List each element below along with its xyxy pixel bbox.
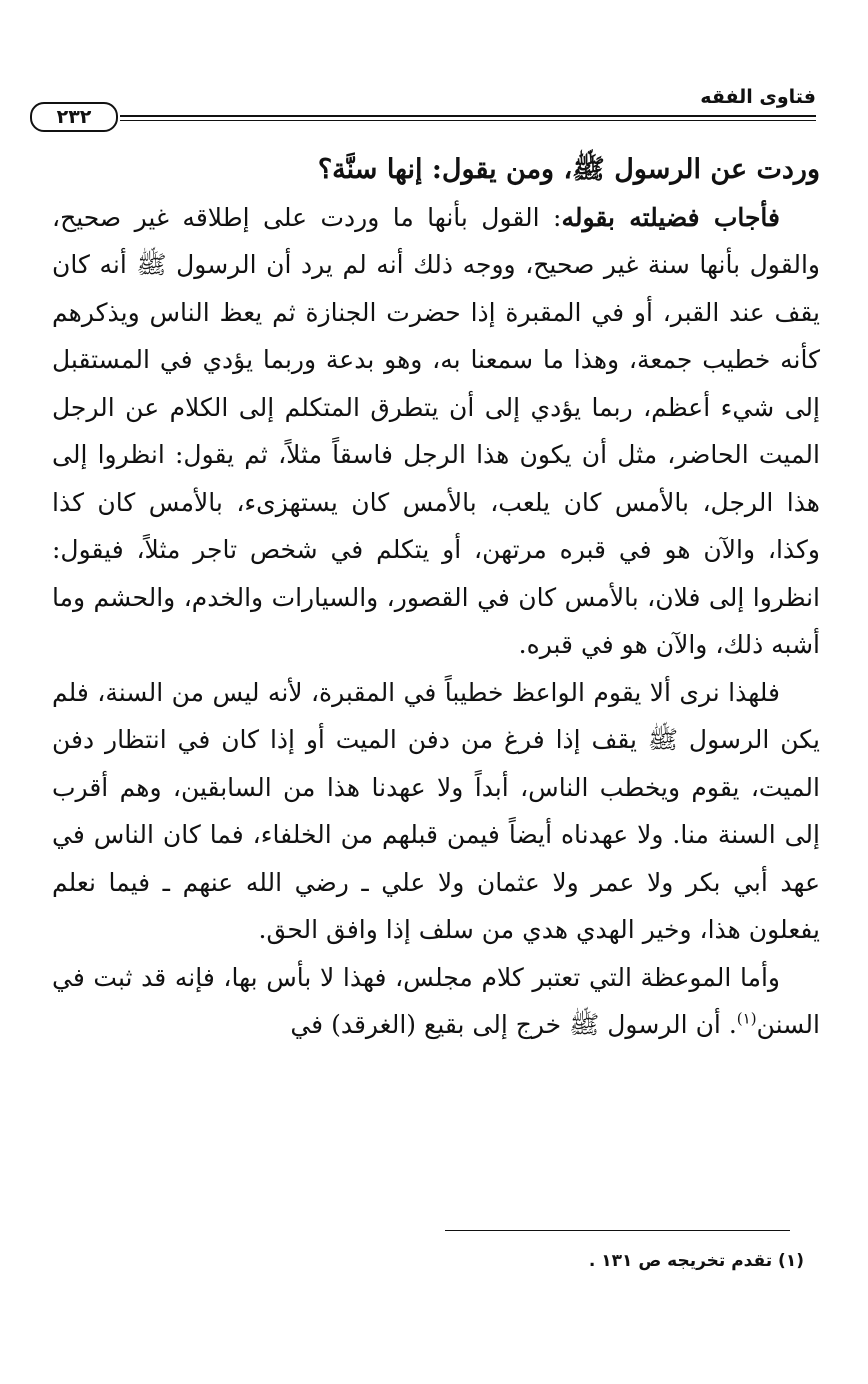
answer-text: : القول بأنها ما وردت على إطلاقه غير صحيح، والقول بأنها سنة غير صحيح، ووجه ذلك أنه لم يرد أن الرسول ﷺ أنه كان يقف عند القبر، أو في المقبرة إذا حضرت الجنازة ثم يعظ الناس ويذكرهم كأنه خطيب جمعة، وهذا ما سمعنا به، وهو بدعة وربما يؤدي في المستقبل إلى شيء أعظم، ربما يؤدي إلى أن يتطرق المتكلم إلى الكلام عن الرجل الميت الحاضر، مثل أن يكون هذا الرجل فاسقاً مثلاً، ثم يقول: انظروا إلى هذا الرجل، بالأمس كان يلعب، بالأمس كان يستهزىء، بالأمس كان كذا وكذا، والآن هو في قبره مرتهن، أو يتكلم في شخص تاجر مثلاً، فيقول: انظروا إلى فلان، بالأمس كان في القصور، والسيارات والخدم، والحشم وما أشبه ذلك، والآن هو في قبره. xyxy=(52,202,820,659)
header-rule xyxy=(120,115,816,121)
paragraph-3-end: . أن الرسول ﷺ خرج إلى بقيع (الغرقد) في xyxy=(290,1010,737,1039)
footnote-marker: (١) xyxy=(778,1251,804,1271)
footnote-reference: (١) xyxy=(736,1009,757,1028)
paragraph-3-start: وأما الموعظة التي تعتبر كلام مجلس، فهذا لا بأس بها، فإنه قد ثبت في السنن xyxy=(52,962,820,1039)
answer-paragraph xyxy=(52,194,820,669)
footnote-separator xyxy=(445,1230,790,1231)
running-header xyxy=(30,80,816,128)
paragraph-2: فلهذا نرى ألا يقوم الواعظ خطيباً في المقبرة، لأنه ليس من السنة، فلم يكن الرسول ﷺ يقف إذا فرغ من دفن الميت أو إذا كان في انتظار دفن الميت، يقوم ويخطب الناس، أبداً ولا عهدنا هذا من السابقين، وهم أقرب إلى السنة منا. ولا عهدناه أيضاً فيمن قبلهم من الخلفاء، فما كان الناس في عهد أبي بكر ولا عمر ولا عثمان ولا علي ـ رضي الله عنهم ـ فيما نعلم يفعلون هذا، وخير الهدي هدي من سلف إذا وافق الحق. xyxy=(52,677,820,944)
footnote-text: تقدم تخريجه ص ١٣١ . xyxy=(588,1251,773,1271)
header-title: فتاوى الفقه xyxy=(700,86,816,108)
body-text xyxy=(52,146,820,1049)
page-number: ٢٣٢ xyxy=(30,102,118,132)
answer-lead: فأجاب فضيلته بقوله xyxy=(561,202,780,232)
paragraph-3 xyxy=(52,954,820,1049)
question-text: وردت عن الرسول ﷺ، ومن يقول: إنها سنَّة؟ xyxy=(317,154,820,185)
footnote xyxy=(104,1248,804,1274)
